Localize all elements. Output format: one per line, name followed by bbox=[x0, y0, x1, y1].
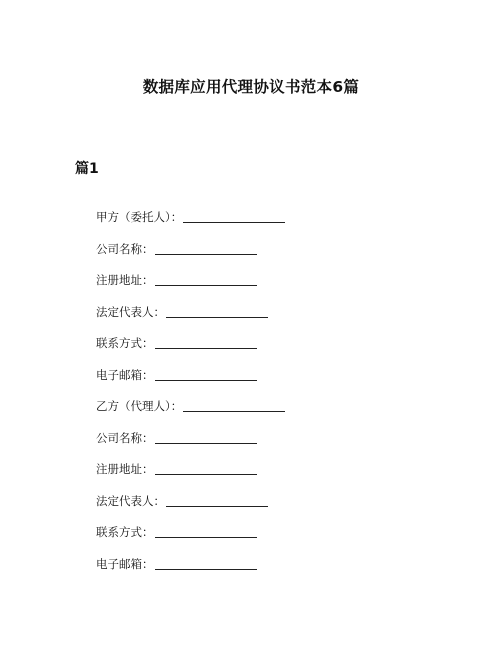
blank-line bbox=[155, 556, 257, 570]
field-email-a bbox=[96, 367, 426, 399]
field-contact-a bbox=[96, 335, 426, 367]
blank-line bbox=[166, 493, 268, 507]
document-title: 数据库应用代理协议书范本6篇 bbox=[142, 78, 360, 96]
field-registered-address-a bbox=[96, 272, 426, 304]
field-label: 联系方式： bbox=[96, 336, 154, 350]
field-label: 注册地址： bbox=[96, 462, 154, 476]
blank-line bbox=[155, 430, 257, 444]
field-party-a-label-line bbox=[96, 209, 426, 241]
field-party-b-label-line bbox=[96, 398, 426, 430]
field-label: 法定代表人： bbox=[96, 304, 165, 319]
party-info-fields bbox=[96, 209, 426, 587]
field-registered-address-b bbox=[96, 461, 426, 493]
field-legal-representative-a bbox=[96, 304, 426, 336]
field-label: 乙方（代理人）： bbox=[96, 399, 183, 413]
field-label: 注册地址： bbox=[96, 273, 154, 287]
field-company-name-b bbox=[96, 430, 426, 462]
field-label: 联系方式： bbox=[96, 525, 154, 539]
field-label: 公司名称： bbox=[96, 430, 154, 445]
field-email-b bbox=[96, 556, 426, 588]
blank-line bbox=[155, 335, 257, 349]
blank-line bbox=[183, 209, 285, 223]
blank-line bbox=[155, 367, 257, 381]
field-legal-representative-b bbox=[96, 493, 426, 525]
section-heading: 篇1 bbox=[75, 161, 99, 177]
blank-line bbox=[183, 398, 285, 412]
blank-line bbox=[155, 461, 257, 475]
blank-line bbox=[155, 272, 257, 286]
field-label: 电子邮箱： bbox=[96, 556, 154, 571]
blank-line bbox=[155, 524, 257, 538]
field-label: 公司名称： bbox=[96, 241, 154, 256]
blank-line bbox=[166, 304, 268, 318]
field-contact-b bbox=[96, 524, 426, 556]
field-label: 法定代表人： bbox=[96, 493, 165, 508]
blank-line bbox=[155, 241, 257, 255]
field-label: 电子邮箱： bbox=[96, 367, 154, 382]
field-company-name-a bbox=[96, 241, 426, 273]
field-label: 甲方（委托人）： bbox=[96, 210, 183, 224]
